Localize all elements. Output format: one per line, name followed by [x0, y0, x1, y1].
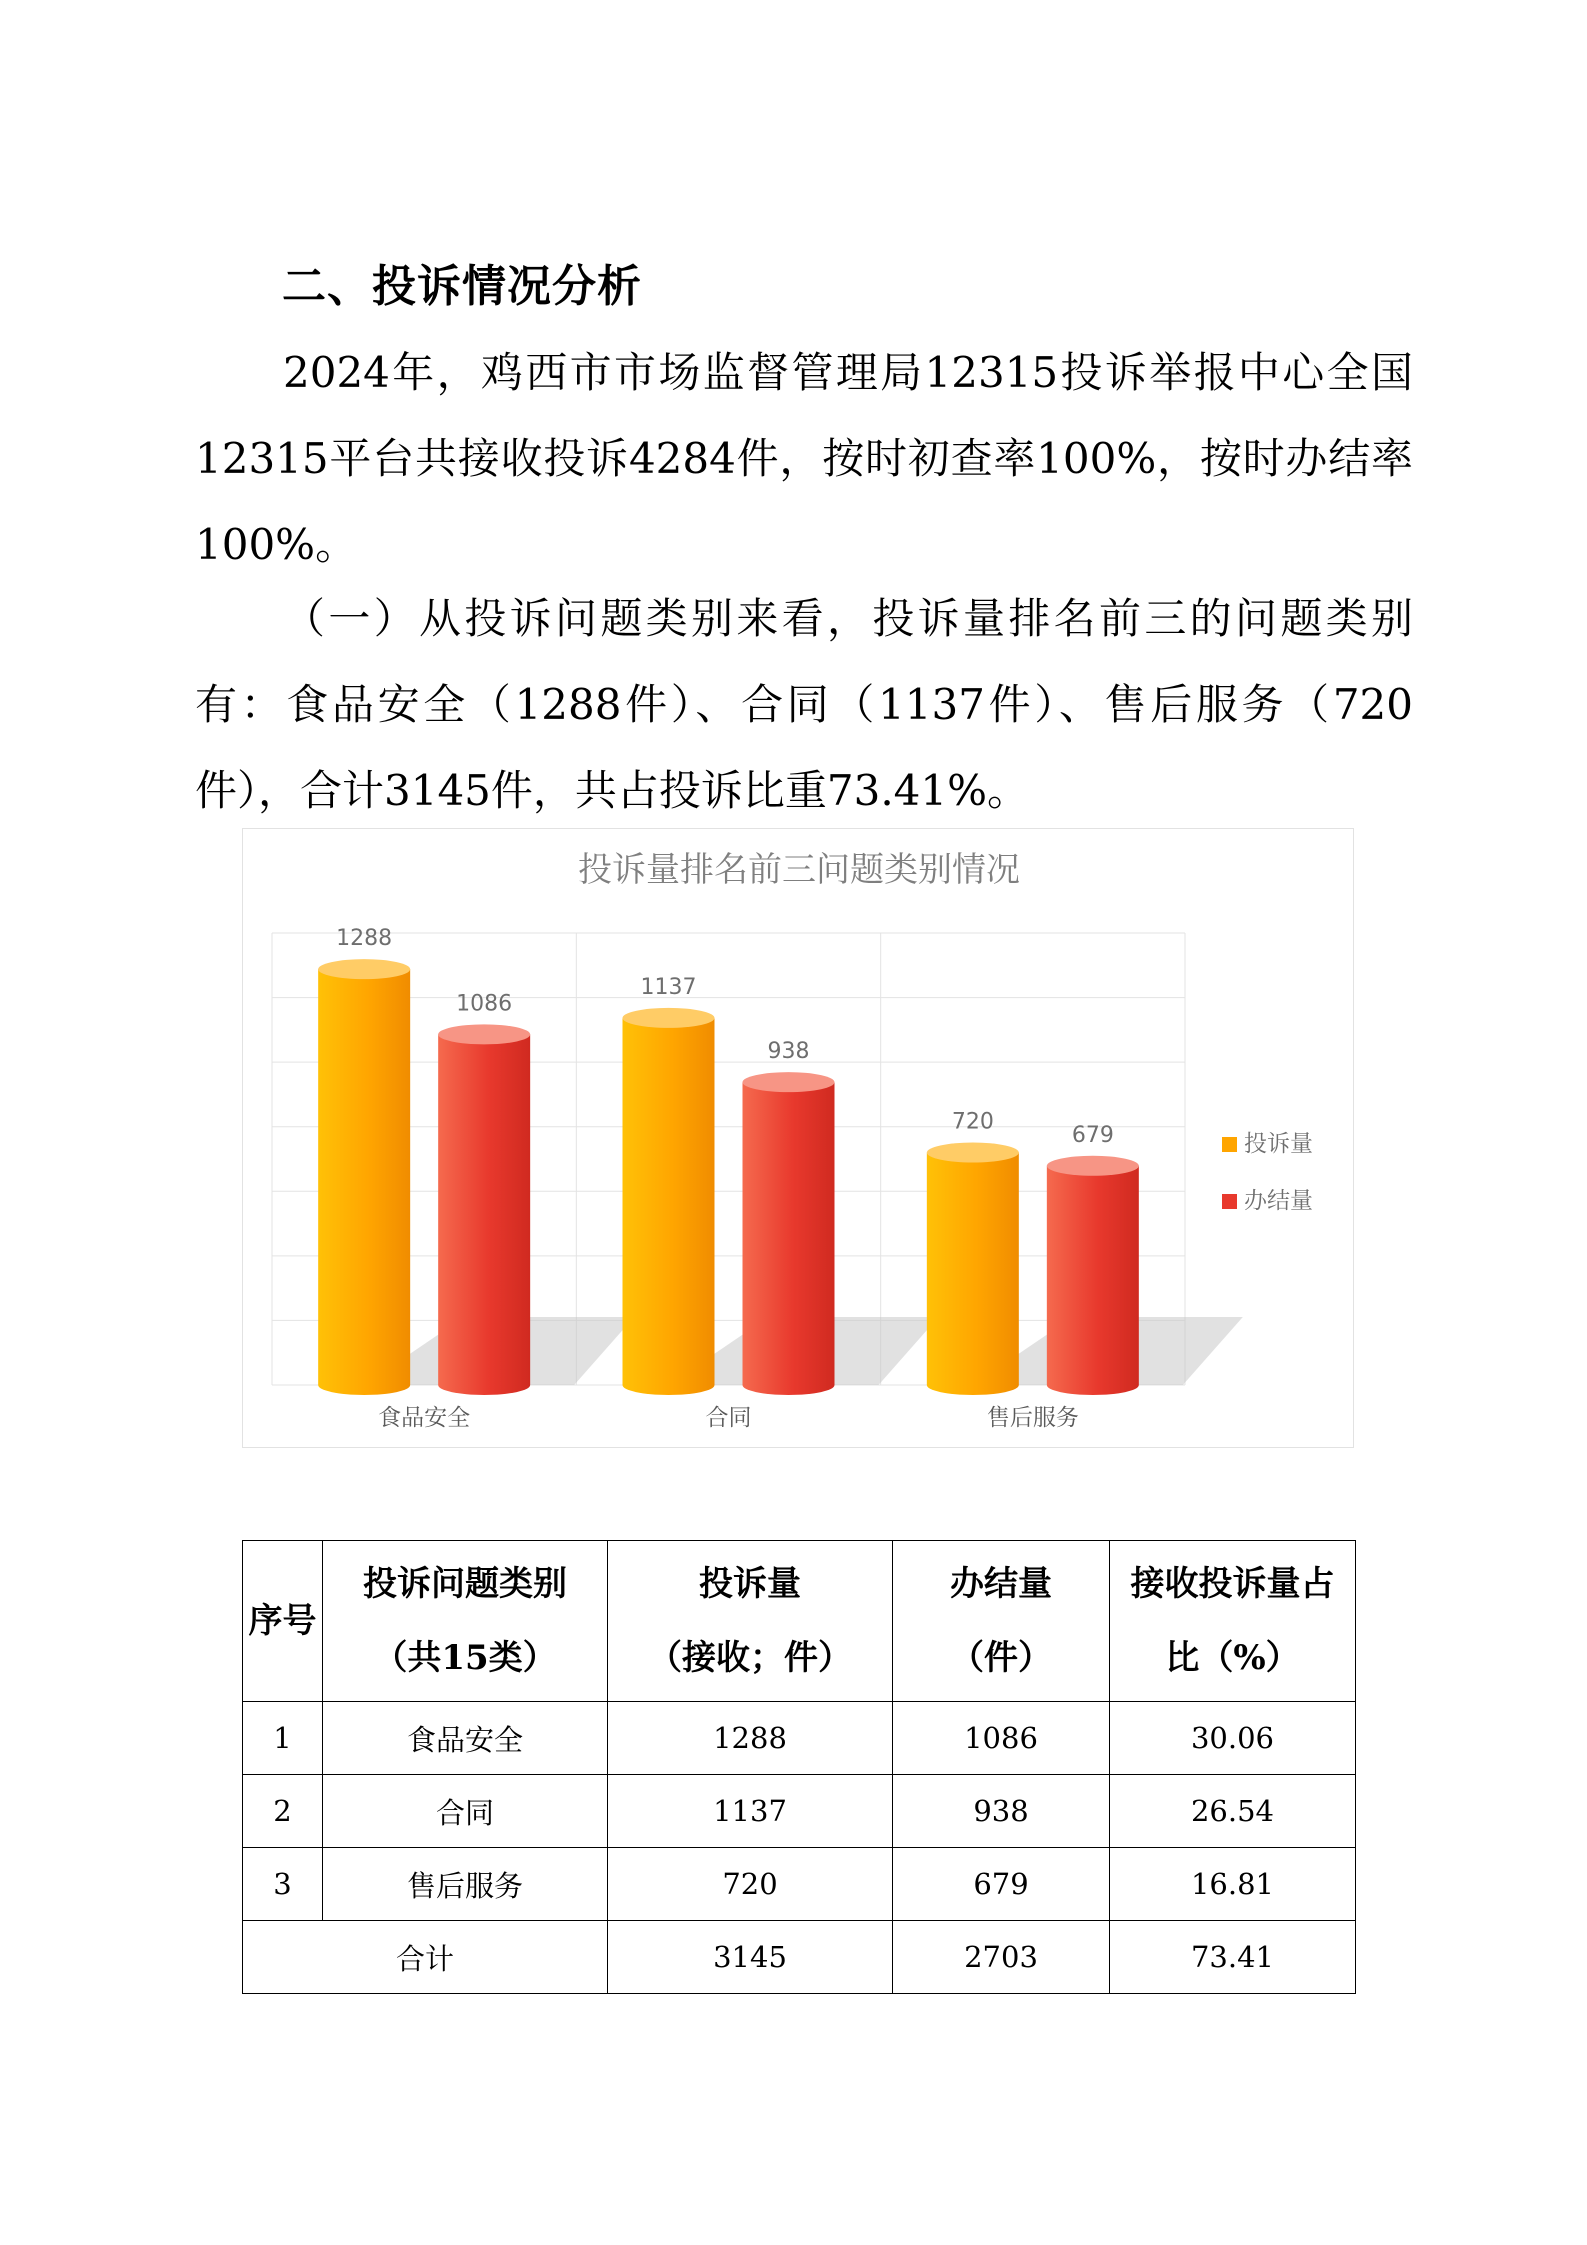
header-index: 序号 [243, 1541, 323, 1702]
bar [743, 1082, 835, 1395]
bar-top [743, 1072, 835, 1092]
legend-label: 投诉量 [1244, 1131, 1313, 1157]
cell-total-share: 73.41 [1110, 1921, 1356, 1994]
bar-top [318, 959, 410, 979]
chart-canvas [243, 829, 1355, 1449]
table-row [243, 1848, 1356, 1921]
bar-top [1047, 1156, 1139, 1176]
category-label: 合同 [705, 1405, 752, 1431]
cell-received: 1137 [608, 1775, 893, 1848]
cell-share: 30.06 [1110, 1702, 1356, 1775]
cell-total-resolved: 2703 [893, 1921, 1110, 1994]
cell-total-received: 3145 [608, 1921, 893, 1994]
category-label: 售后服务 [986, 1405, 1079, 1431]
paragraph-summary: 2024年，鸡西市市场监督管理局12315投诉举报中心全国12315平台共接收投诉4284件，按时初查率100%，按时办结率100%。 [195, 348, 1413, 569]
cell-resolved: 1086 [893, 1702, 1110, 1775]
bar-top [623, 1008, 715, 1028]
cell-resolved: 938 [893, 1775, 1110, 1848]
cell-index: 1 [243, 1702, 323, 1775]
table-header-row [243, 1541, 1356, 1702]
header-category: 投诉问题类别 （共15类） [323, 1541, 608, 1702]
data-label: 679 [1071, 1122, 1114, 1148]
cell-index: 3 [243, 1848, 323, 1921]
cell-share: 16.81 [1110, 1848, 1356, 1921]
cell-total-label: 合计 [243, 1921, 608, 1994]
cell-share: 26.54 [1110, 1775, 1356, 1848]
complaint-chart [242, 828, 1354, 1448]
cell-index: 2 [243, 1775, 323, 1848]
bar [927, 1153, 1019, 1395]
section-title: 二、投诉情况分析 [282, 261, 642, 312]
bar [1047, 1166, 1139, 1395]
bar [438, 1034, 530, 1395]
cell-category: 合同 [323, 1775, 608, 1848]
data-label: 938 [767, 1039, 810, 1065]
cell-received: 1288 [608, 1702, 893, 1775]
chart-title: 投诉量排名前三问题类别情况 [578, 850, 1020, 890]
data-label: 1137 [640, 974, 697, 1000]
cell-category: 食品安全 [323, 1702, 608, 1775]
cell-received: 720 [608, 1848, 893, 1921]
cell-category: 售后服务 [323, 1848, 608, 1921]
data-label: 1086 [456, 991, 513, 1017]
table-row [243, 1775, 1356, 1848]
paragraph-top-categories: （一）从投诉问题类别来看，投诉量排名前三的问题类别有：食品安全（1288件）、合同（1137件）、售后服务（720件），合计3145件，共占投诉比重73.41%。 [195, 594, 1413, 815]
table-total-row [243, 1921, 1356, 1994]
header-received: 投诉量 （接收；件） [608, 1541, 893, 1702]
bar [318, 969, 410, 1395]
header-share: 接收投诉量占 比（%） [1110, 1541, 1356, 1702]
data-label: 1288 [336, 926, 393, 952]
complaint-table [242, 1540, 1356, 1994]
legend-label: 办结量 [1244, 1188, 1313, 1214]
bar-top [927, 1143, 1019, 1163]
legend-swatch [1222, 1194, 1237, 1209]
table-row [243, 1702, 1356, 1775]
category-label: 食品安全 [378, 1405, 471, 1431]
bar-top [438, 1024, 530, 1044]
header-resolved: 办结量 （件） [893, 1541, 1110, 1702]
legend-swatch [1222, 1137, 1237, 1152]
cell-resolved: 679 [893, 1848, 1110, 1921]
data-label: 720 [951, 1109, 994, 1135]
bar [623, 1018, 715, 1395]
